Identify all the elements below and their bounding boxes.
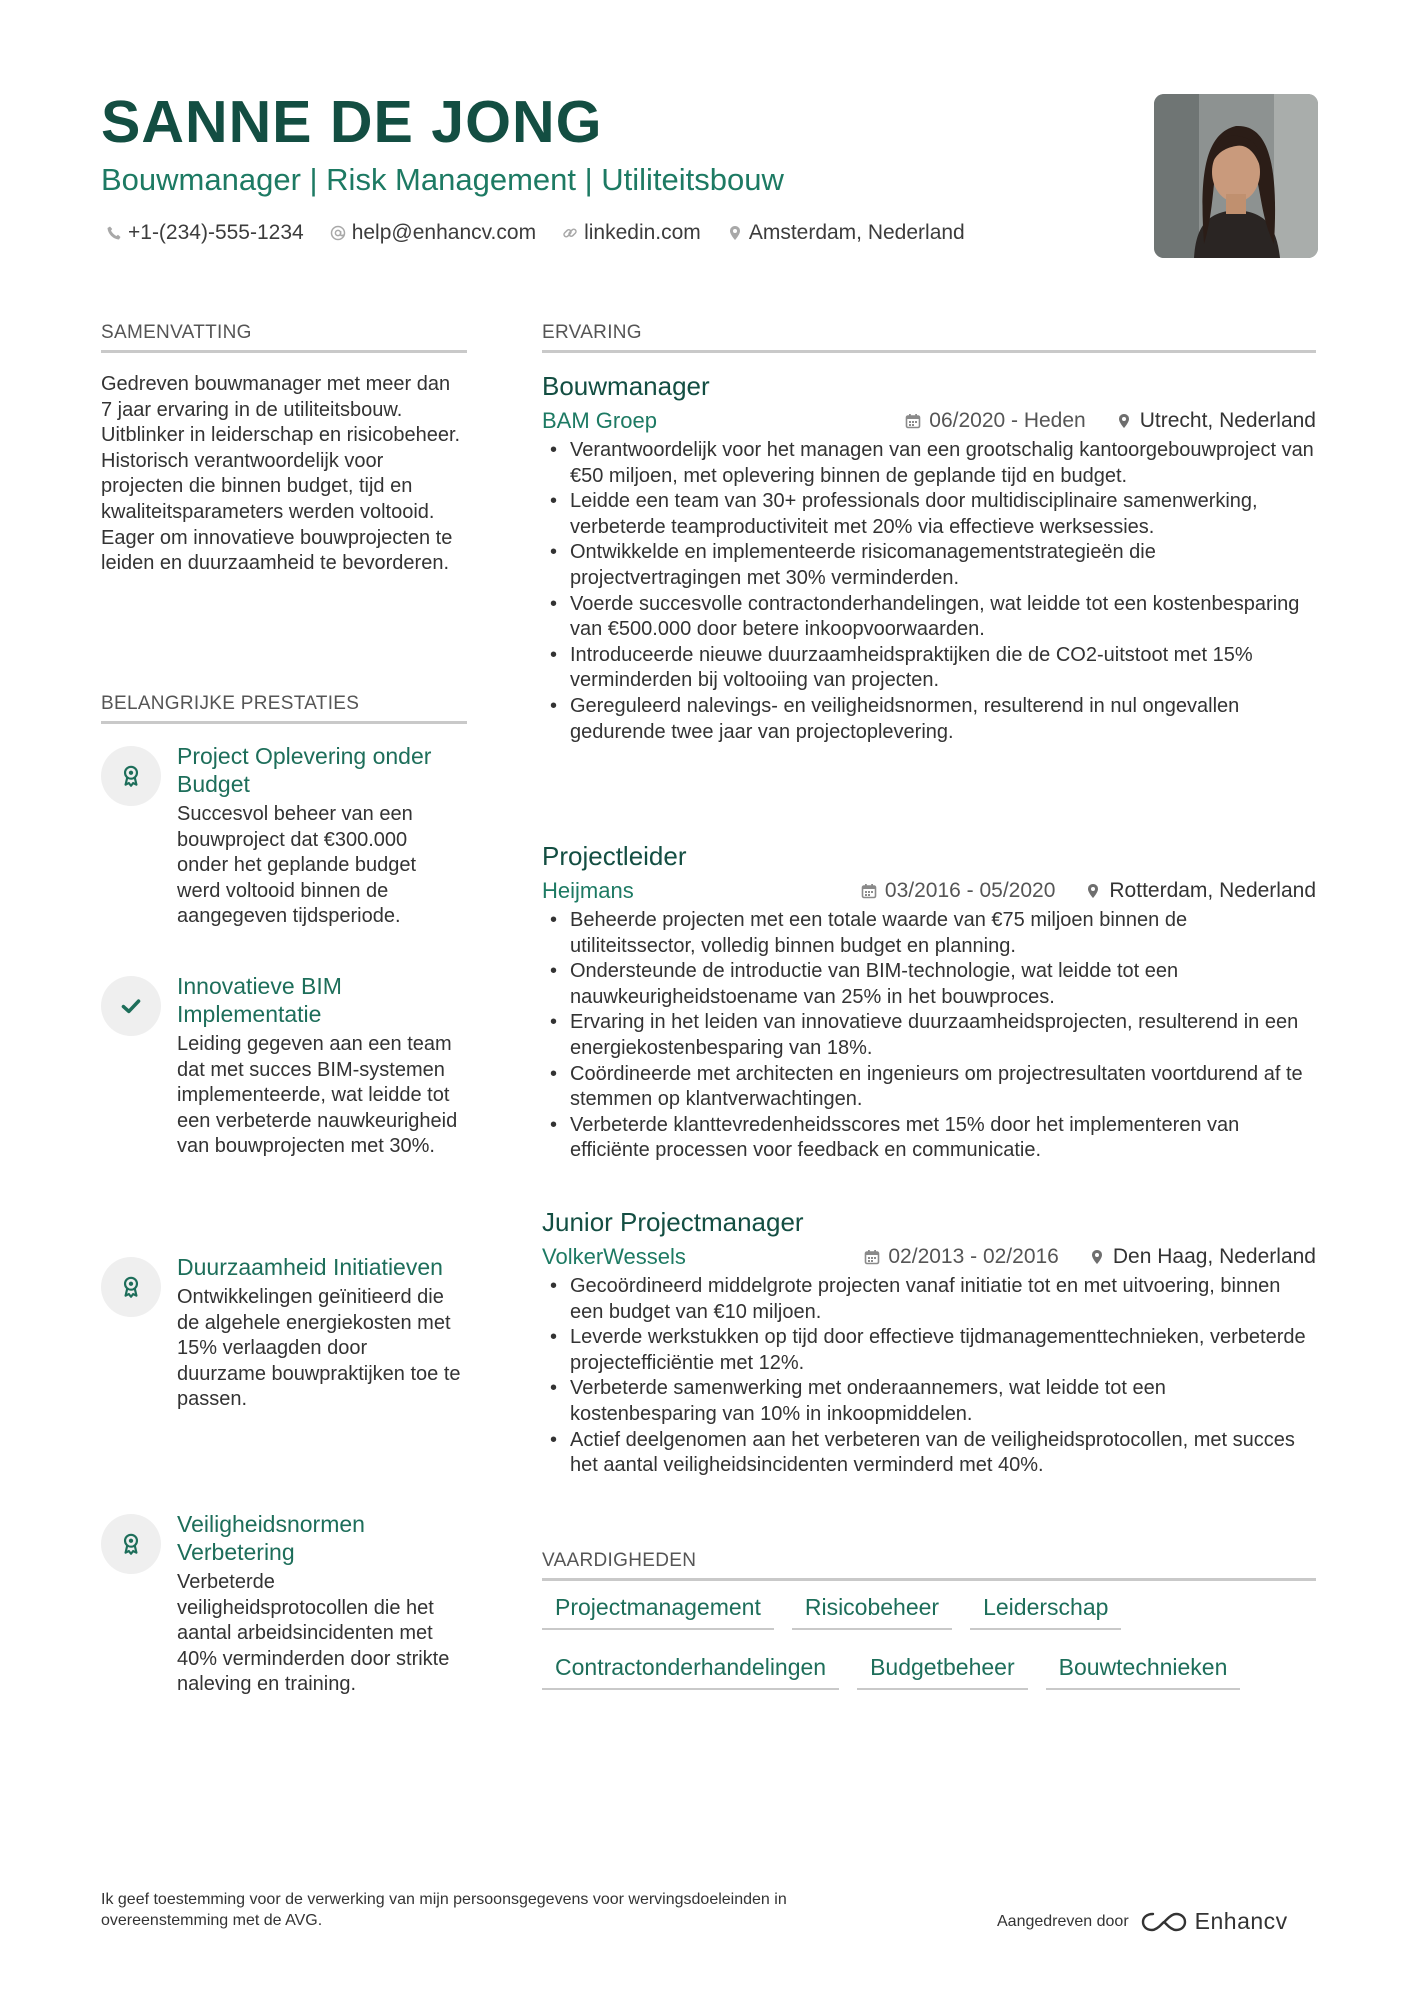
contact-email[interactable] (330, 221, 536, 245)
job-dates-text: 02/2013 - 02/2016 (888, 1245, 1059, 1268)
calendar-icon (864, 1249, 880, 1265)
achievement-title: Project Oplevering onder Budget (177, 743, 432, 797)
skills-heading: VAARDIGHEDEN (542, 1550, 1316, 1581)
brand-logo[interactable] (1141, 1908, 1288, 1935)
candidate-name: SANNE DE JONG (101, 89, 603, 155)
job-location-text: Den Haag, Nederland (1112, 1245, 1316, 1268)
award-ribbon-icon (118, 1531, 144, 1557)
job-bullet: • Gereguleerd nalevings- en veiligheidsnormen, resulterend in nul ongevallen gedurende twee jaar van projectoplevering. (542, 694, 1316, 745)
job-bullet: • Verantwoordelijk voor het managen van een grootschalig kantoorgebouwproject van €50 miljoen, met oplevering binnen de geplande tijd en budget. (542, 438, 1316, 489)
job-location-text: Rotterdam, Nederland (1109, 879, 1316, 902)
achievement-title: Veiligheidsnormen Verbetering (177, 1511, 365, 1565)
skills-list (542, 1590, 1316, 1690)
achievement-icon-badge (101, 976, 161, 1036)
summary-text: Gedreven bouwmanager met meer dan 7 jaar ervaring in de utiliteitsbouw. Uitblinker in leiderschap en risicobeheer. Historisch verantwoordelijk voor projecten die binnen budget, tijd en kwaliteitsparameters werden voltooid. Eager om innovatieve bouwprojecten te leiden en duurzaamheid te bevorderen. (101, 373, 461, 575)
calendar-icon (905, 413, 921, 429)
link-icon (562, 225, 578, 241)
job-bullets (542, 438, 1316, 745)
achievements-heading: BELANGRIJKE PRESTATIES (101, 693, 467, 724)
achievement-icon-badge (101, 1514, 161, 1574)
skill-tag: Risicobeheer (792, 1590, 952, 1630)
skill-tag: Contractonderhandelingen (542, 1650, 839, 1690)
achievement-item (101, 1253, 461, 1413)
achievement-item (101, 972, 461, 1160)
achievement-desc: Verbeterde veiligheidsprotocollen die het aantal arbeidsincidenten met 40% verminderden door strikte naleving en training. (177, 1571, 450, 1696)
job-location (1089, 1245, 1316, 1269)
job-location (1116, 409, 1316, 433)
company-name: VolkerWessels (542, 1244, 686, 1269)
experience-heading: ERVARING (542, 322, 1316, 353)
contact-phone (106, 221, 304, 245)
contact-location (727, 221, 965, 245)
profile-photo (1154, 94, 1318, 258)
phone-icon (106, 225, 122, 241)
job-dates-text: 06/2020 - Heden (929, 409, 1086, 432)
skill-tag: Projectmanagement (542, 1590, 774, 1630)
location-pin-icon (1116, 413, 1132, 429)
skill-tag: Budgetbeheer (857, 1650, 1028, 1690)
powered-by[interactable] (997, 1908, 1288, 1935)
job-bullet: • Coördineerde met architecten en ingenieurs om projectresultaten voortdurend af te stemmen op klantverwachtingen. (542, 1062, 1316, 1113)
job-bullets (542, 908, 1316, 1164)
brand-name: Enhancv (1194, 1908, 1288, 1934)
job-dates (864, 1245, 1058, 1269)
location-pin-icon (1085, 883, 1101, 899)
skill-tag: Leiderschap (970, 1590, 1121, 1630)
company-name: BAM Groep (542, 408, 657, 433)
consent-note: Ik geef toestemming voor de verwerking van mijn persoonsgegevens voor wervingsdoeleinden in overeenstemming met de AVG. (101, 1891, 787, 1929)
infinity-logo-icon (1141, 1910, 1187, 1934)
achievement-title: Innovatieve BIM Implementatie (177, 973, 342, 1027)
headline: Bouwmanager | Risk Management | Utiliteitsbouw (101, 162, 784, 197)
achievement-desc: Succesvol beheer van een bouwproject dat €300.000 onder het geplande budget werd voltooid binnen de aangegeven tijdsperiode. (177, 803, 417, 928)
phone-text: +1-(234)-555-1234 (128, 221, 304, 244)
job-entry (542, 370, 1316, 745)
job-dates-text: 03/2016 - 05/2020 (884, 879, 1056, 902)
job-entry (542, 840, 1316, 1164)
email-text[interactable]: help@enhancv.com (351, 221, 537, 244)
contact-bar (106, 221, 965, 245)
at-icon (330, 225, 346, 241)
job-bullet: • Beheerde projecten met een totale waarde van €75 miljoen binnen de utiliteitssector, volledig binnen budget en planning. (542, 908, 1316, 959)
job-bullets (542, 1274, 1316, 1479)
job-meta-row (542, 1242, 1316, 1272)
achievement-icon-badge (101, 1257, 161, 1317)
checkmark-icon (118, 993, 144, 1019)
job-location (1085, 879, 1316, 903)
job-bullet: • Ondersteunde de introductie van BIM-technologie, wat leidde tot een nauwkeurigheidstoename van 25% in het bouwproces. (542, 959, 1316, 1010)
achievement-desc: Leiding gegeven aan een team dat met succes BIM-systemen implementeerde, wat leidde tot een verbeterde nauwkeurigheid van bouwprojecten met 30%. (177, 1033, 458, 1158)
job-bullet: • Gecoördineerd middelgrote projecten vanaf initiatie tot en met uitvoering, binnen een budget van €10 miljoen. (542, 1274, 1316, 1325)
achievement-item (101, 742, 461, 930)
achievement-item (101, 1510, 461, 1698)
achievement-desc: Ontwikkelingen geïnitieerd die de algehele energiekosten met 15% verlaagden door duurzame bouwpraktijken toe te passen. (177, 1286, 461, 1411)
job-bullet: • Verbeterde samenwerking met onderaannemers, wat leidde tot een kostenbesparing van 10% in inkoopmiddelen. (542, 1376, 1316, 1427)
portrait-image (1154, 94, 1318, 258)
job-meta-row (542, 876, 1316, 906)
job-bullet: • Actief deelgenomen aan het verbeteren van de veiligheidsprotocollen, met succes het aantal veiligheidsincidenten verminderd met 40%. (542, 1428, 1316, 1479)
summary-heading: SAMENVATTING (101, 322, 467, 353)
job-bullet: • Leverde werkstukken op tijd door effectieve tijdmanagementtechnieken, verbeterde projectefficiëntie met 12%. (542, 1325, 1316, 1376)
job-title: Junior Projectmanager (542, 1207, 804, 1237)
achievement-title: Duurzaamheid Initiatieven (177, 1254, 443, 1280)
location-pin-icon (727, 225, 743, 241)
powered-by-label: Aangedreven door (997, 1912, 1129, 1930)
job-bullet: • Voerde succesvolle contractonderhandelingen, wat leidde tot een kostenbesparing van €500.000 door betere inkoopvoorwaarden. (542, 592, 1316, 643)
company-name: Heijmans (542, 878, 634, 903)
calendar-icon (861, 883, 877, 899)
skill-tag: Bouwtechnieken (1046, 1650, 1241, 1690)
job-bullet: • Verbeterde klanttevredenheidsscores met 15% door het implementeren van efficiënte processen voor feedback en communicatie. (542, 1113, 1316, 1164)
job-bullet: • Ervaring in het leiden van innovatieve duurzaamheidsprojecten, resulterend in een energiekostenbesparing van 18%. (542, 1010, 1316, 1061)
job-meta-row (542, 406, 1316, 436)
linkedin-text[interactable]: linkedin.com (584, 221, 701, 244)
job-entry (542, 1206, 1316, 1479)
job-dates (905, 409, 1085, 433)
location-text: Amsterdam, Nederland (748, 221, 965, 244)
job-bullet: • Ontwikkelde en implementeerde risicomanagementstrategieën die projectvertragingen met 30% verminderden. (542, 540, 1316, 591)
job-bullet: • Leidde een team van 30+ professionals door multidisciplinaire samenwerking, verbeterde teamproductiviteit met 20% via effectieve werksessies. (542, 489, 1316, 540)
job-title: Projectleider (542, 841, 687, 871)
award-ribbon-icon (118, 763, 144, 789)
achievement-icon-badge (101, 746, 161, 806)
job-location-text: Utrecht, Nederland (1139, 409, 1316, 432)
location-pin-icon (1089, 1249, 1105, 1265)
job-dates (861, 879, 1055, 903)
contact-linkedin[interactable] (562, 221, 701, 245)
job-bullet: • Introduceerde nieuwe duurzaamheidspraktijken die de CO2-uitstoot met 15% verminderden bij voltooiing van projecten. (542, 643, 1316, 694)
job-title: Bouwmanager (542, 371, 710, 401)
award-ribbon-icon (118, 1274, 144, 1300)
